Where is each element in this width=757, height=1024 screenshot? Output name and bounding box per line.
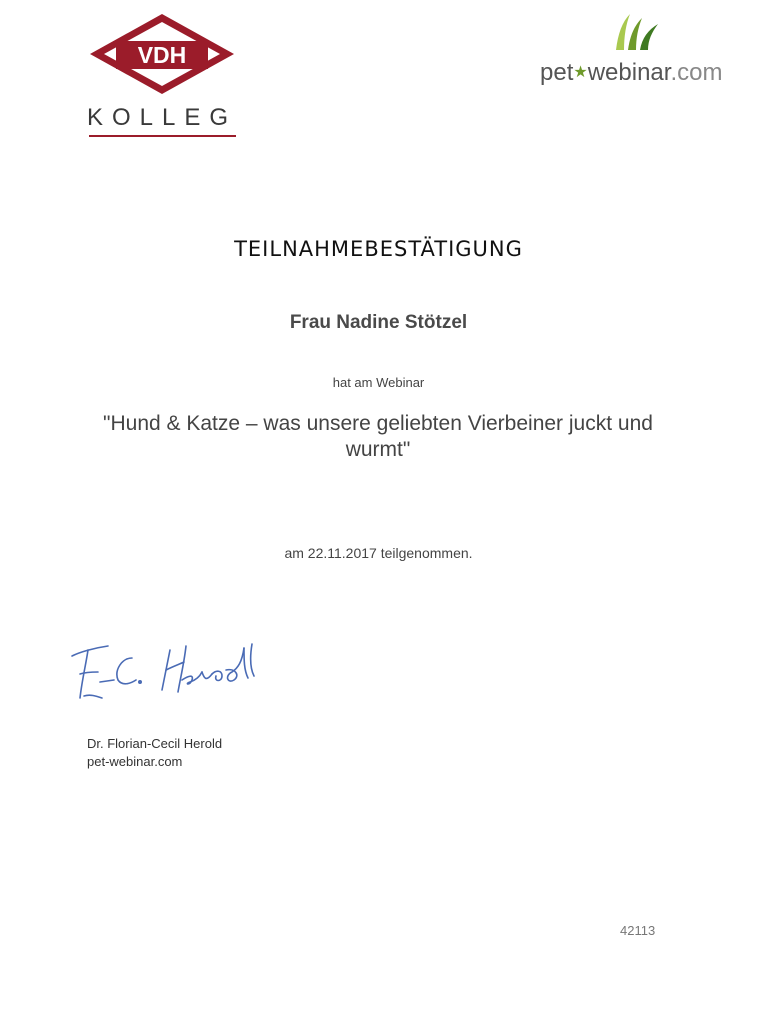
grass-blades-icon	[616, 14, 658, 50]
pet-webinar-logo	[538, 10, 738, 92]
paw-star-icon: ★	[573, 64, 588, 81]
wordmark-pet: pet	[540, 59, 574, 86]
participation-date: am 22.11.2017 teilgenommen.	[284, 545, 473, 561]
vdh-badge-text: VDH	[137, 42, 187, 68]
document-number: 42113	[620, 923, 656, 938]
lead-text: hat am Webinar	[332, 375, 425, 390]
recipient-name: Frau Nadine Stötzel	[289, 312, 468, 333]
wordmark-com: .com	[670, 59, 723, 86]
webinar-title: "Hund & Katze – was unsere geliebten Vierbeiner juckt und wurmt"	[103, 412, 653, 461]
certificate-title: TEILNAHMEBESTÄTIGUNG	[234, 237, 523, 261]
kolleg-wordmark: KOLLEG	[86, 104, 238, 131]
pet-webinar-wordmark	[540, 59, 722, 86]
kolleg-underline	[89, 135, 236, 137]
signer-name: Dr. Florian-Cecil Herold	[87, 736, 223, 751]
wordmark-webinar: webinar	[587, 59, 671, 86]
signer-organization: pet-webinar.com	[87, 754, 183, 769]
handwritten-signature	[66, 636, 266, 708]
vdh-kolleg-logo	[86, 10, 238, 140]
signer-block	[87, 735, 222, 771]
